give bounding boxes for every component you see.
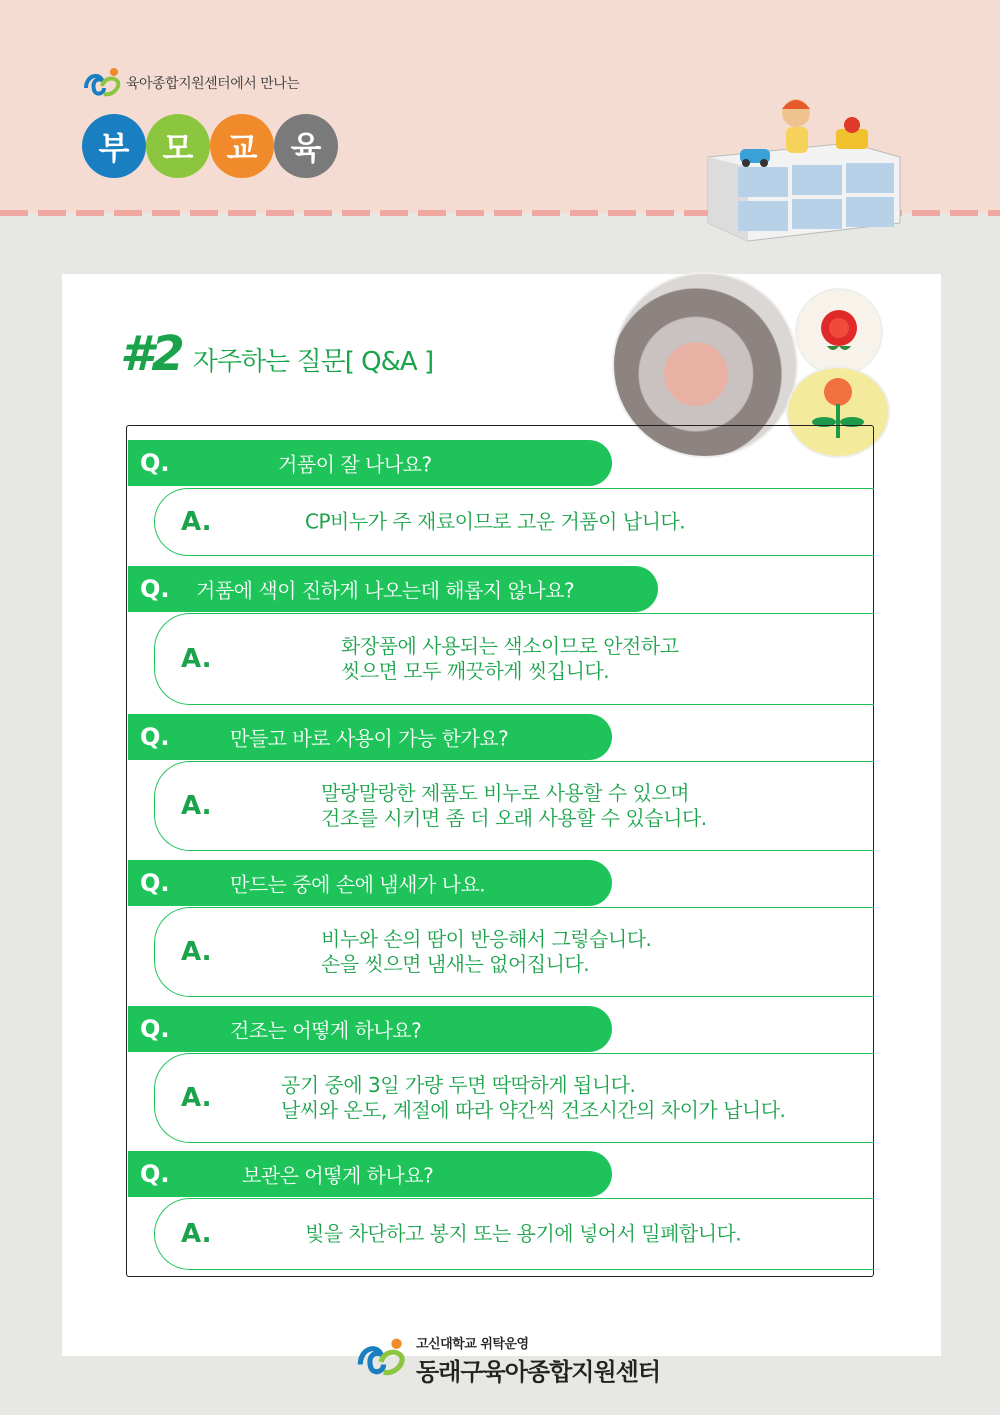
answer-line: 건조를 시키면 좀 더 오래 사용할 수 있습니다. xyxy=(321,806,707,830)
answer-row-3 xyxy=(154,761,874,851)
question-bar-5 xyxy=(128,1006,612,1052)
answer-text-5 xyxy=(281,1073,785,1123)
title-circles xyxy=(82,114,338,178)
question-bar-3 xyxy=(128,714,612,760)
section-heading xyxy=(120,326,433,382)
q-label: Q. xyxy=(140,723,170,751)
toy-shelf-illustration xyxy=(700,95,905,245)
answer-line: 날씨와 온도, 계절에 따라 약간씩 건조시간의 차이가 납니다. xyxy=(281,1098,786,1122)
answer-row-6 xyxy=(154,1198,874,1270)
question-bar-4 xyxy=(128,860,612,906)
header-subtitle: 육아종합지원센터에서 만나는 xyxy=(126,76,300,92)
red-flower-soap-photo xyxy=(795,288,883,376)
answer-line: 빛을 차단하고 봉지 또는 용기에 넣어서 밀폐합니다. xyxy=(305,1221,742,1246)
answer-line: 화장품에 사용되는 색소이므로 안전하고 xyxy=(341,634,679,658)
section-number: #2 xyxy=(120,326,183,382)
q-label: Q. xyxy=(140,575,170,603)
answer-row-2 xyxy=(154,613,874,705)
question-text-1: 거품이 잘 나나요? xyxy=(278,452,432,477)
question-text-3: 만들고 바로 사용이 가능 한가요? xyxy=(230,726,509,751)
section-title: 자주하는 질문[ Q&A ] xyxy=(192,347,434,377)
title-char-4: 육 xyxy=(274,114,338,178)
question-bar-1 xyxy=(128,440,612,486)
a-label: A. xyxy=(181,937,212,967)
answer-text-2 xyxy=(341,634,679,684)
answer-text-1 xyxy=(305,510,685,535)
answer-row-4 xyxy=(154,907,874,997)
answer-text-6 xyxy=(305,1222,741,1247)
footer-logo xyxy=(352,1333,660,1387)
answer-text-4 xyxy=(321,927,651,977)
center-logo-icon xyxy=(352,1336,410,1384)
title-char-1: 부 xyxy=(82,114,146,178)
question-text-5: 건조는 어떻게 하나요? xyxy=(230,1018,422,1043)
answer-line: 손을 씻으면 냄새는 없어집니다. xyxy=(321,952,590,976)
footer-center-name: 동래구육아종합지원센터 xyxy=(416,1358,661,1386)
answer-line: 말랑말랑한 제품도 비누로 사용할 수 있으며 xyxy=(321,781,690,805)
title-char-3: 교 xyxy=(210,114,274,178)
center-logo-icon xyxy=(82,66,122,100)
answer-line: 공기 중에 3일 가량 두면 딱딱하게 됩니다. xyxy=(281,1073,636,1097)
a-label: A. xyxy=(181,644,212,674)
q-label: Q. xyxy=(140,869,170,897)
answer-row-1 xyxy=(154,488,874,556)
header-logo-row xyxy=(82,66,299,100)
q-label: Q. xyxy=(140,449,170,477)
question-bar-2 xyxy=(128,566,658,612)
answer-line: CP비누가 주 재료이므로 고운 거품이 납니다. xyxy=(305,509,686,534)
a-label: A. xyxy=(181,507,212,537)
answer-line: 씻으면 모두 깨끗하게 씻깁니다. xyxy=(341,659,610,683)
a-label: A. xyxy=(181,1083,212,1113)
answer-line: 비누와 손의 땀이 반응해서 그렇습니다. xyxy=(321,927,652,951)
a-label: A. xyxy=(181,791,212,821)
question-text-2: 거품에 색이 진하게 나오는데 해롭지 않나요? xyxy=(196,578,575,603)
a-label: A. xyxy=(181,1219,212,1249)
title-char-2: 모 xyxy=(146,114,210,178)
footer-operator: 고신대학교 위탁운영 xyxy=(416,1337,529,1352)
q-label: Q. xyxy=(140,1015,170,1043)
q-label: Q. xyxy=(140,1160,170,1188)
answer-row-5 xyxy=(154,1053,874,1143)
question-bar-6 xyxy=(128,1151,612,1197)
question-text-6: 보관은 어떻게 하나요? xyxy=(242,1163,434,1188)
answer-text-3 xyxy=(321,781,707,831)
question-text-4: 만드는 중에 손에 냄새가 나요. xyxy=(230,872,486,897)
